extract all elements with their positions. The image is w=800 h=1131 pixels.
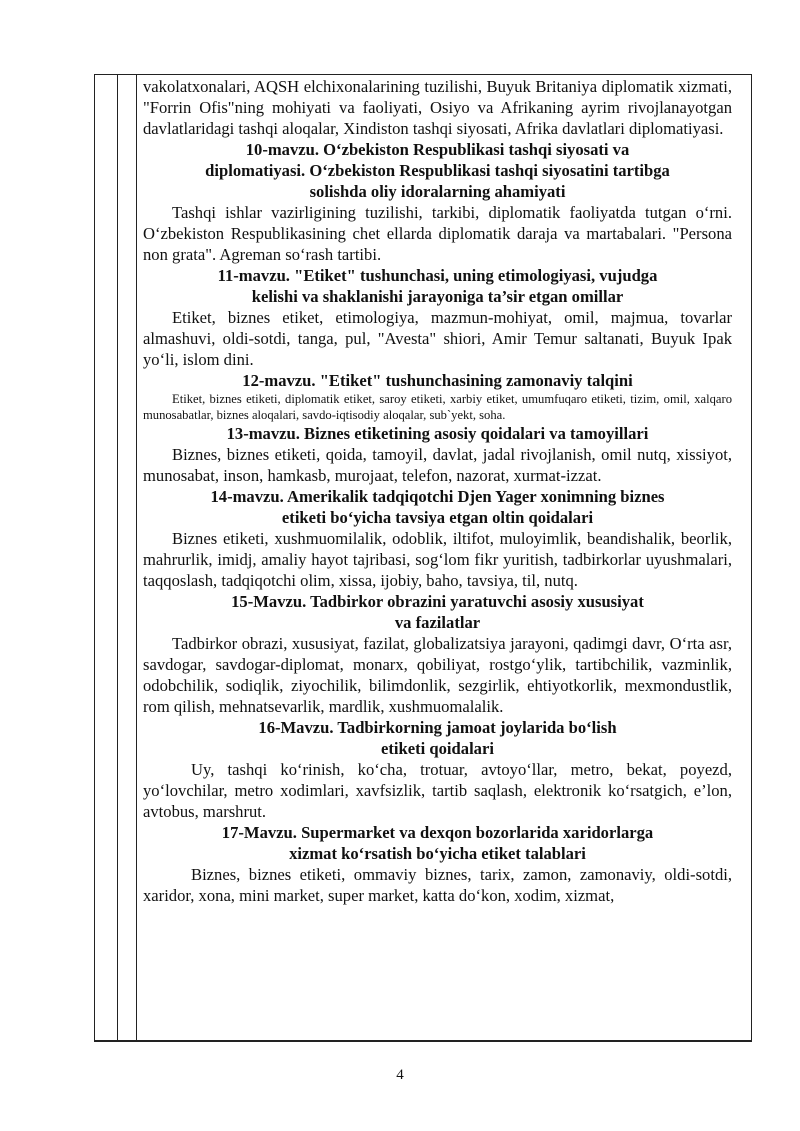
heading-line: 11-mavzu. "Etiket" tushunchasi, uning etimologiyasi, vujudga [217, 266, 658, 285]
topic-11-text: Etiket, biznes etiket, etimologiya, mazmun-mohiyat, omil, majmua, tovarlar almashuvi, oldi-sotdi, tanga, pul, "Avesta" shiori, Amir Temur saltanati, Buyuk Ipak yo‘li, islom dini. [143, 308, 732, 369]
topic-16-text: Uy, tashqi ko‘rinish, ko‘cha, trotuar, avtoyo‘llar, metro, bekat, poyezd, yo‘lovchilar, metro xodimlari, xavfsizlik, tartib saqlash, elektronik ko‘rsatgich, e’lon, avtobus, marshrut. [143, 760, 732, 821]
intro-paragraph: vakolatxonalari, AQSH elchixonalarining tuzilishi, Buyuk Britaniya diplomatik xizmati, "Forrin Ofis"ning mohiyati va faoliyati, Osiyo va Afrikaning ayrim rivojlanayotgan davlatlaridagi tashqi aloqalar, Xindiston tashqi siyosati, Afrika davlatlari diplomatiyasi. [143, 77, 732, 138]
heading-line: solishda oliy idoralarning ahamiyati [309, 182, 566, 201]
heading-line: etiketi bo‘yicha tavsiya etgan oltin qoidalari [281, 508, 594, 527]
topic-14-text: Biznes etiketi, xushmuomilalik, odoblik, iltifot, muloyimlik, beandishalik, beorlik, mahrurlik, imidj, amaliy hayot tajribasi, sog‘lom fikr yuritish, tadbirkorlar uyushmalari, taqqoslash, tadqiqotchi olim, xissa, ijobiy, baho, tavsiya, til, nutq. [143, 529, 732, 590]
heading-line: 17-Mavzu. Supermarket va dexqon bozorlarida xaridorlarga [221, 823, 654, 842]
heading-line: 14-mavzu. Amerikalik tadqiqotchi Djen Yager xonimning biznes [210, 487, 665, 506]
topic-10-text: Tashqi ishlar vazirligining tuzilishi, tarkibi, diplomatik faoliyatda tutgan o‘rni. O‘zbekiston Respublikasining chet ellarda diplomatik daraja va martabalari. "Persona non grata". Agreman so‘rash tartibi. [143, 203, 732, 264]
heading-line: 10-mavzu. O‘zbekiston Respublikasi tashqi siyosati va [245, 140, 630, 159]
heading-line: diplomatiyasi. O‘zbekiston Respublikasi tashqi siyosatini tartibga [205, 161, 670, 180]
heading-line: 12-mavzu. "Etiket" tushunchasining zamonaviy talqini [242, 371, 633, 390]
heading-line: xizmat ko‘rsatish bo‘yicha etiket talablari [289, 844, 586, 863]
topic-17-heading [143, 822, 732, 864]
page-number: 4 [396, 1067, 404, 1083]
topic-13-heading [143, 423, 732, 444]
column-divider [136, 75, 137, 1040]
topic-10-heading [143, 139, 732, 202]
heading-line: 16-Mavzu. Tadbirkorning jamoat joylarida bo‘lish [258, 718, 617, 737]
heading-line: 13-mavzu. Biznes etiketining asosiy qoidalari va tamoyillari [226, 424, 649, 443]
topic-13-text: Biznes, biznes etiketi, qoida, tamoyil, davlat, jadal rivojlanish, omil nutq, xissiyot, munosabat, inson, hamkasb, murojaat, telefon, nazorat, xurmat-izzat. [143, 445, 732, 485]
content-cell [143, 76, 732, 906]
topic-16-heading [143, 717, 732, 759]
topic-17-text: Biznes, biznes etiketi, ommaviy biznes, tarix, zamon, zamonaviy, oldi-sotdi, xaridor, xona, mini market, super market, katta do‘kon, xodim, xizmat, [143, 865, 732, 905]
column-divider [117, 75, 118, 1040]
topic-14-heading [143, 486, 732, 528]
topic-15-text: Tadbirkor obrazi, xususiyat, fazilat, globalizatsiya jarayoni, qadimgi davr, O‘rta asr, savdogar, savdogar-diplomat, monarx, qobiliyat, rostgo‘ylik, tartibchilik, vazminlik, odobchilik, sodiqlik, ziyochilik, bilimdonlik, sezgirlik, ehtiyotkorlik, mexmondustlik, rom qilish, mehnatsevarlik, mardlik, xushmuomalalik. [143, 634, 732, 716]
topic-12-text: Etiket, biznes etiketi, diplomatik etiket, saroy etiketi, xarbiy etiket, umumfuqaro etiketi, tizim, omil, xalqaro munosabatlar, biznes aloqalari, savdo-iqtisodiy aloqalar, sub`yekt, soha. [143, 392, 732, 422]
heading-line: 15-Mavzu. Tadbirkor obrazini yaratuvchi asosiy xususiyat [231, 592, 644, 611]
heading-line: va fazilatlar [394, 613, 481, 632]
topic-15-heading [143, 591, 732, 633]
heading-line: kelishi va shaklanishi jarayoniga ta’sir etgan omillar [251, 287, 624, 306]
topic-11-heading [143, 265, 732, 307]
heading-line: etiketi qoidalari [381, 739, 494, 758]
topic-12-heading [143, 370, 732, 391]
